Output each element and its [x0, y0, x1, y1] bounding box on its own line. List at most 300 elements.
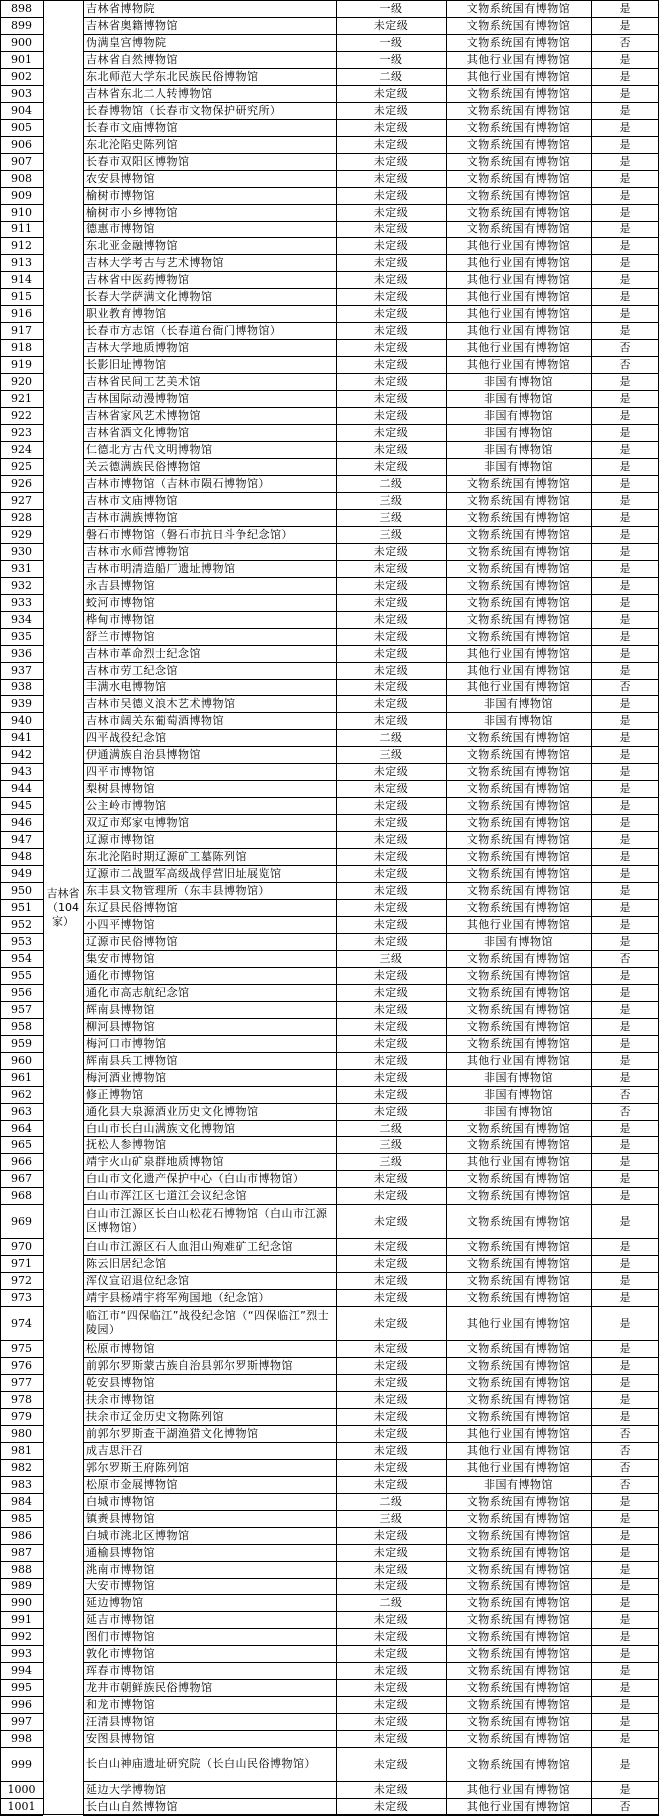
museum-name: [83, 1018, 336, 1035]
museum-grade: [336, 712, 446, 729]
row-number-text: 986: [11, 1528, 32, 1542]
row-number-text: 901: [11, 52, 32, 66]
row-number-text: 944: [11, 782, 32, 796]
museum-grade-text: 未定级: [373, 1681, 409, 1695]
museum-grade: [336, 1679, 446, 1696]
museum-name-text: 通化市博物馆: [86, 968, 155, 982]
museum-grade: [336, 390, 446, 407]
free-open-text: 否: [619, 1443, 631, 1457]
museum-grade: [336, 1289, 446, 1306]
free-open-text: 是: [619, 1409, 631, 1423]
museum-grade: [336, 628, 446, 645]
museum-name: [83, 645, 336, 662]
museum-grade: [336, 560, 446, 577]
museum-grade-text: 未定级: [373, 1189, 409, 1203]
museum-type-text: 文物系统国有博物馆: [466, 1409, 571, 1423]
museum-type: [446, 831, 591, 848]
museum-grade-text: 未定级: [373, 1214, 409, 1228]
museum-grade: [336, 1374, 446, 1391]
museum-type-text: 文物系统国有博物馆: [466, 748, 571, 762]
museum-grade: [336, 1578, 446, 1595]
museum-grade-text: 未定级: [373, 646, 409, 660]
museum-name: [83, 882, 336, 899]
museum-type-text: 非国有博物馆: [484, 1477, 553, 1491]
museum-name: [83, 1611, 336, 1628]
row-number-text: 984: [11, 1494, 32, 1508]
row-number-text: 996: [11, 1698, 32, 1712]
free-open-text: 是: [619, 816, 631, 830]
museum-grade: [336, 848, 446, 865]
row-number: [0, 271, 43, 288]
free-open: [591, 1170, 659, 1187]
free-open: [591, 1187, 659, 1204]
museum-name-text: 梅河酒业博物馆: [86, 1070, 167, 1084]
free-open: [591, 1204, 659, 1238]
museum-type: [446, 933, 591, 950]
museum-type: [446, 1255, 591, 1272]
museum-type-text: 文物系统国有博物馆: [466, 120, 571, 134]
row-number-text: 927: [11, 493, 32, 507]
museum-name-text: 永吉县博物馆: [86, 578, 155, 592]
museum-type-text: 其他行业国有博物馆: [466, 1316, 571, 1330]
row-number: [0, 950, 43, 967]
row-number: [0, 102, 43, 119]
row-number-text: 904: [11, 103, 32, 117]
museum-grade-text: 未定级: [373, 1172, 409, 1186]
museum-grade-text: 二级: [379, 1596, 403, 1610]
museum-type-text: 非国有博物馆: [484, 409, 553, 423]
row-number: [0, 1289, 43, 1306]
museum-grade: [336, 271, 446, 288]
museum-name-text: 东丰县文物管理所（东丰县博物馆）: [86, 884, 270, 898]
museum-name: [83, 1170, 336, 1187]
museum-type: [446, 136, 591, 153]
museum-type-text: 其他行业国有博物馆: [466, 324, 571, 338]
museum-type-text: 文物系统国有博物馆: [466, 1511, 571, 1525]
museum-grade-text: 未定级: [373, 375, 409, 389]
museum-grade-text: 未定级: [373, 256, 409, 270]
museum-name-text: 白城市洮北区博物馆: [86, 1528, 190, 1542]
museum-name: [83, 1713, 336, 1730]
free-open: [591, 271, 659, 288]
row-number: [0, 34, 43, 51]
row-number: [0, 1747, 43, 1781]
museum-grade-text: 未定级: [373, 1291, 409, 1305]
museum-grade: [336, 68, 446, 85]
free-open-text: 是: [619, 1528, 631, 1542]
museum-type: [446, 170, 591, 187]
row-number: [0, 0, 43, 17]
museum-type: [446, 153, 591, 170]
free-open: [591, 68, 659, 85]
museum-grade-text: 未定级: [373, 1002, 409, 1016]
museum-name: [83, 1442, 336, 1459]
free-open-text: 是: [619, 1189, 631, 1203]
museum-grade: [336, 407, 446, 424]
free-open: [591, 865, 659, 882]
museum-name-text: 洮南市博物馆: [86, 1562, 155, 1576]
row-number: [0, 458, 43, 475]
row-number-text: 973: [11, 1291, 32, 1305]
free-open: [591, 237, 659, 254]
row-number-text: 964: [11, 1121, 32, 1135]
museum-grade-text: 未定级: [373, 985, 409, 999]
free-open: [591, 780, 659, 797]
museum-name-text: 扶余市博物馆: [86, 1392, 155, 1406]
free-open-text: 是: [619, 510, 631, 524]
museum-type-text: 文物系统国有博物馆: [466, 86, 571, 100]
row-number-text: 955: [11, 968, 32, 982]
museum-type-text: 文物系统国有博物馆: [466, 782, 571, 796]
row-number-text: 988: [11, 1562, 32, 1576]
museum-type-text: 文物系统国有博物馆: [466, 968, 571, 982]
museum-grade: [336, 102, 446, 119]
free-open: [591, 1747, 659, 1781]
museum-grade: [336, 1340, 446, 1357]
free-open-text: 是: [619, 544, 631, 558]
museum-type: [446, 407, 591, 424]
row-number: [0, 1510, 43, 1527]
museum-type-text: 文物系统国有博物馆: [466, 850, 571, 864]
free-open: [591, 1035, 659, 1052]
museum-type: [446, 17, 591, 34]
museum-type-text: 文物系统国有博物馆: [466, 1274, 571, 1288]
free-open: [591, 679, 659, 696]
free-open: [591, 1611, 659, 1628]
museum-grade-text: 未定级: [373, 137, 409, 151]
museum-name: [83, 17, 336, 34]
free-open-text: 是: [619, 884, 631, 898]
free-open-text: 是: [619, 731, 631, 745]
row-number: [0, 1052, 43, 1069]
museum-grade-text: 未定级: [373, 290, 409, 304]
free-open-text: 是: [619, 239, 631, 253]
museum-name: [83, 1391, 336, 1408]
free-open: [591, 119, 659, 136]
row-number: [0, 746, 43, 763]
museum-grade-text: 三级: [379, 951, 403, 965]
free-open: [591, 136, 659, 153]
museum-type: [446, 1510, 591, 1527]
museum-grade-text: 未定级: [373, 1036, 409, 1050]
row-number: [0, 509, 43, 526]
free-open: [591, 204, 659, 221]
free-open: [591, 1713, 659, 1730]
museum-name: [83, 679, 336, 696]
museum-type-text: 文物系统国有博物馆: [466, 1562, 571, 1576]
row-number-text: 950: [11, 884, 32, 898]
museum-type: [446, 1628, 591, 1645]
museum-grade: [336, 1510, 446, 1527]
row-number-text: 900: [11, 35, 32, 49]
row-number: [0, 1153, 43, 1170]
museum-name-text: 柳河县博物馆: [86, 1019, 155, 1033]
free-open-text: 是: [619, 1757, 631, 1771]
museum-type-text: 文物系统国有博物馆: [466, 1664, 571, 1678]
museum-name-text: 白山市文化遗产保护中心（白山市博物馆）: [86, 1172, 305, 1186]
museum-type: [446, 594, 591, 611]
museum-name-text: 靖宇县杨靖宇将军殉国地（纪念馆）: [86, 1291, 270, 1305]
museum-name-text: 梨树县博物馆: [86, 782, 155, 796]
museum-name-text: 德惠市博物馆: [86, 222, 155, 236]
row-number-text: 979: [11, 1409, 32, 1423]
free-open: [591, 153, 659, 170]
museum-grade-text: 未定级: [373, 18, 409, 32]
museum-type: [446, 1086, 591, 1103]
museum-type-text: 其他行业国有博物馆: [466, 358, 571, 372]
museum-name: [83, 1645, 336, 1662]
row-number-text: 1000: [7, 1783, 36, 1797]
museum-name-text: 东北师范大学东北民族民俗博物馆: [86, 69, 259, 83]
museum-grade-text: 未定级: [373, 358, 409, 372]
museum-name: [83, 1052, 336, 1069]
free-open-text: 是: [619, 1257, 631, 1271]
free-open: [591, 1238, 659, 1255]
museum-grade-text: 未定级: [373, 1664, 409, 1678]
museum-type-text: 文物系统国有博物馆: [466, 1647, 571, 1661]
museum-grade: [336, 1052, 446, 1069]
free-open-text: 是: [619, 1681, 631, 1695]
row-number-text: 928: [11, 510, 32, 524]
museum-type-text: 其他行业国有博物馆: [466, 273, 571, 287]
museum-type: [446, 254, 591, 271]
free-open: [591, 984, 659, 1001]
museum-name: [83, 51, 336, 68]
museum-name: [83, 797, 336, 814]
row-number: [0, 254, 43, 271]
row-number: [0, 526, 43, 543]
row-number: [0, 1611, 43, 1628]
museum-grade: [336, 1798, 446, 1815]
museum-name: [83, 305, 336, 322]
free-open-text: 是: [619, 154, 631, 168]
museum-type: [446, 1340, 591, 1357]
museum-grade: [336, 492, 446, 509]
museum-name: [83, 1374, 336, 1391]
museum-name: [83, 526, 336, 543]
row-number: [0, 390, 43, 407]
museum-name-text: 东北沦陷史陈列馆: [86, 137, 178, 151]
museum-grade-text: 未定级: [373, 1392, 409, 1406]
museum-name: [83, 1696, 336, 1713]
museum-type-text: 文物系统国有博物馆: [466, 731, 571, 745]
museum-type-text: 文物系统国有博物馆: [466, 1, 571, 15]
museum-name: [83, 1069, 336, 1086]
museum-grade: [336, 916, 446, 933]
museum-grade: [336, 984, 446, 1001]
row-number-text: 937: [11, 663, 32, 677]
museum-name-text: 敦化市博物馆: [86, 1647, 155, 1661]
museum-name-text: 小四平博物馆: [86, 917, 155, 931]
free-open: [591, 967, 659, 984]
free-open-text: 是: [619, 1732, 631, 1746]
museum-name-text: 辉南县博物馆: [86, 1002, 155, 1016]
free-open-text: 是: [619, 1121, 631, 1135]
museum-name-text: 四平战役纪念馆: [86, 731, 167, 745]
row-number: [0, 1425, 43, 1442]
row-number: [0, 1476, 43, 1493]
museum-type: [446, 1459, 591, 1476]
museum-grade: [336, 1662, 446, 1679]
row-number-text: 999: [11, 1757, 32, 1771]
museum-name-text: 东辽县民俗博物馆: [86, 900, 178, 914]
museum-name: [83, 1459, 336, 1476]
museum-type-text: 文物系统国有博物馆: [466, 222, 571, 236]
museum-grade-text: 未定级: [373, 341, 409, 355]
row-number: [0, 577, 43, 594]
museum-type-text: 非国有博物馆: [484, 459, 553, 473]
row-number: [0, 475, 43, 492]
museum-type-text: 文物系统国有博物馆: [466, 527, 571, 541]
museum-grade: [336, 1611, 446, 1628]
museum-type: [446, 882, 591, 899]
free-open: [591, 17, 659, 34]
free-open-text: 是: [619, 1358, 631, 1372]
row-number-text: 968: [11, 1189, 32, 1203]
museum-type: [446, 492, 591, 509]
museum-type-text: 文物系统国有博物馆: [466, 799, 571, 813]
museum-grade-text: 未定级: [373, 544, 409, 558]
museum-grade-text: 未定级: [373, 1274, 409, 1288]
free-open-text: 是: [619, 1698, 631, 1712]
museum-grade: [336, 1493, 446, 1510]
museum-type-text: 文物系统国有博物馆: [466, 1698, 571, 1712]
museum-grade: [336, 1561, 446, 1578]
row-number-text: 918: [11, 341, 32, 355]
museum-type: [446, 577, 591, 594]
free-open-text: 是: [619, 256, 631, 270]
museum-type-text: 其他行业国有博物馆: [466, 1053, 571, 1067]
museum-grade-text: 未定级: [373, 884, 409, 898]
museum-grade: [336, 695, 446, 712]
museum-name: [83, 1289, 336, 1306]
museum-type-text: 文物系统国有博物馆: [466, 544, 571, 558]
row-number-text: 926: [11, 476, 32, 490]
museum-grade: [336, 170, 446, 187]
column-border: [43, 0, 44, 1815]
museum-grade-text: 二级: [379, 731, 403, 745]
row-number-text: 932: [11, 578, 32, 592]
museum-name-text: 伪满皇宫博物院: [86, 35, 167, 49]
row-number: [0, 204, 43, 221]
museum-type-text: 文物系统国有博物馆: [466, 103, 571, 117]
row-number: [0, 51, 43, 68]
museum-name-text: 长春博物馆（长春市文物保护研究所）: [86, 103, 282, 117]
row-number-text: 899: [11, 18, 32, 32]
row-number-text: 919: [11, 358, 32, 372]
museum-name-text: 乾安县博物馆: [86, 1375, 155, 1389]
museum-type-text: 文物系统国有博物馆: [466, 1528, 571, 1542]
free-open-text: 是: [619, 1138, 631, 1152]
free-open-text: 是: [619, 799, 631, 813]
museum-type: [446, 1153, 591, 1170]
free-open: [591, 1306, 659, 1340]
museum-grade: [336, 509, 446, 526]
free-open-text: 是: [619, 1783, 631, 1797]
museum-type-text: 其他行业国有博物馆: [466, 69, 571, 83]
row-number-text: 989: [11, 1579, 32, 1593]
free-open: [591, 848, 659, 865]
free-open-text: 是: [619, 765, 631, 779]
row-number-text: 982: [11, 1460, 32, 1474]
museum-name: [83, 560, 336, 577]
museum-grade-text: 三级: [379, 510, 403, 524]
free-open: [591, 1069, 659, 1086]
row-number-text: 924: [11, 442, 32, 456]
row-number-text: 977: [11, 1375, 32, 1389]
museum-type: [446, 950, 591, 967]
museum-grade: [336, 204, 446, 221]
museum-grade: [336, 187, 446, 204]
museum-type: [446, 475, 591, 492]
free-open-text: 否: [619, 35, 631, 49]
museum-type: [446, 899, 591, 916]
free-open-text: 是: [619, 392, 631, 406]
museum-type-text: 文物系统国有博物馆: [466, 1579, 571, 1593]
museum-grade: [336, 967, 446, 984]
museum-name: [83, 1679, 336, 1696]
museum-type-text: 文物系统国有博物馆: [466, 1291, 571, 1305]
row-number: [0, 1730, 43, 1747]
museum-type-text: 文物系统国有博物馆: [466, 171, 571, 185]
row-number: [0, 933, 43, 950]
row-number: [0, 763, 43, 780]
museum-type-text: 文物系统国有博物馆: [466, 1172, 571, 1186]
row-number-text: 956: [11, 985, 32, 999]
row-number: [0, 1696, 43, 1713]
museum-type-text: 文物系统国有博物馆: [466, 951, 571, 965]
museum-grade: [336, 441, 446, 458]
row-number-text: 994: [11, 1664, 32, 1678]
free-open-text: 是: [619, 646, 631, 660]
museum-name: [83, 339, 336, 356]
free-open-text: 是: [619, 850, 631, 864]
free-open: [591, 305, 659, 322]
museum-type-text: 文物系统国有博物馆: [466, 833, 571, 847]
row-number-text: 930: [11, 544, 32, 558]
row-number-text: 972: [11, 1274, 32, 1288]
museum-type-text: 其他行业国有博物馆: [466, 1443, 571, 1457]
free-open-text: 否: [619, 680, 631, 694]
row-number-text: 947: [11, 833, 32, 847]
free-open-text: 是: [619, 103, 631, 117]
museum-name: [83, 390, 336, 407]
museum-type-text: 文物系统国有博物馆: [466, 1358, 571, 1372]
museum-grade-text: 未定级: [373, 459, 409, 473]
museum-name: [83, 1272, 336, 1289]
museum-name-text: 临江市“四保临江”战役纪念馆（“四保临江”烈士陵园）: [86, 1309, 330, 1337]
museum-name: [83, 848, 336, 865]
museum-grade-text: 未定级: [373, 324, 409, 338]
free-open-text: 是: [619, 527, 631, 541]
museum-type-text: 非国有博物馆: [484, 442, 553, 456]
province-label: 吉林省（104家）: [46, 886, 80, 928]
museum-type: [446, 1035, 591, 1052]
museum-name-text: 通化县大泉源酒业历史文化博物馆: [86, 1104, 259, 1118]
museum-type: [446, 85, 591, 102]
museum-type-text: 文物系统国有博物馆: [466, 1342, 571, 1355]
free-open: [591, 594, 659, 611]
free-open: [591, 85, 659, 102]
museum-grade-text: 未定级: [373, 1053, 409, 1067]
free-open-text: 是: [619, 561, 631, 575]
museum-type: [446, 560, 591, 577]
free-open-text: 是: [619, 1342, 631, 1355]
free-open-text: 是: [619, 595, 631, 609]
museum-type: [446, 1391, 591, 1408]
museum-name: [83, 322, 336, 339]
museum-grade-text: 未定级: [373, 917, 409, 931]
